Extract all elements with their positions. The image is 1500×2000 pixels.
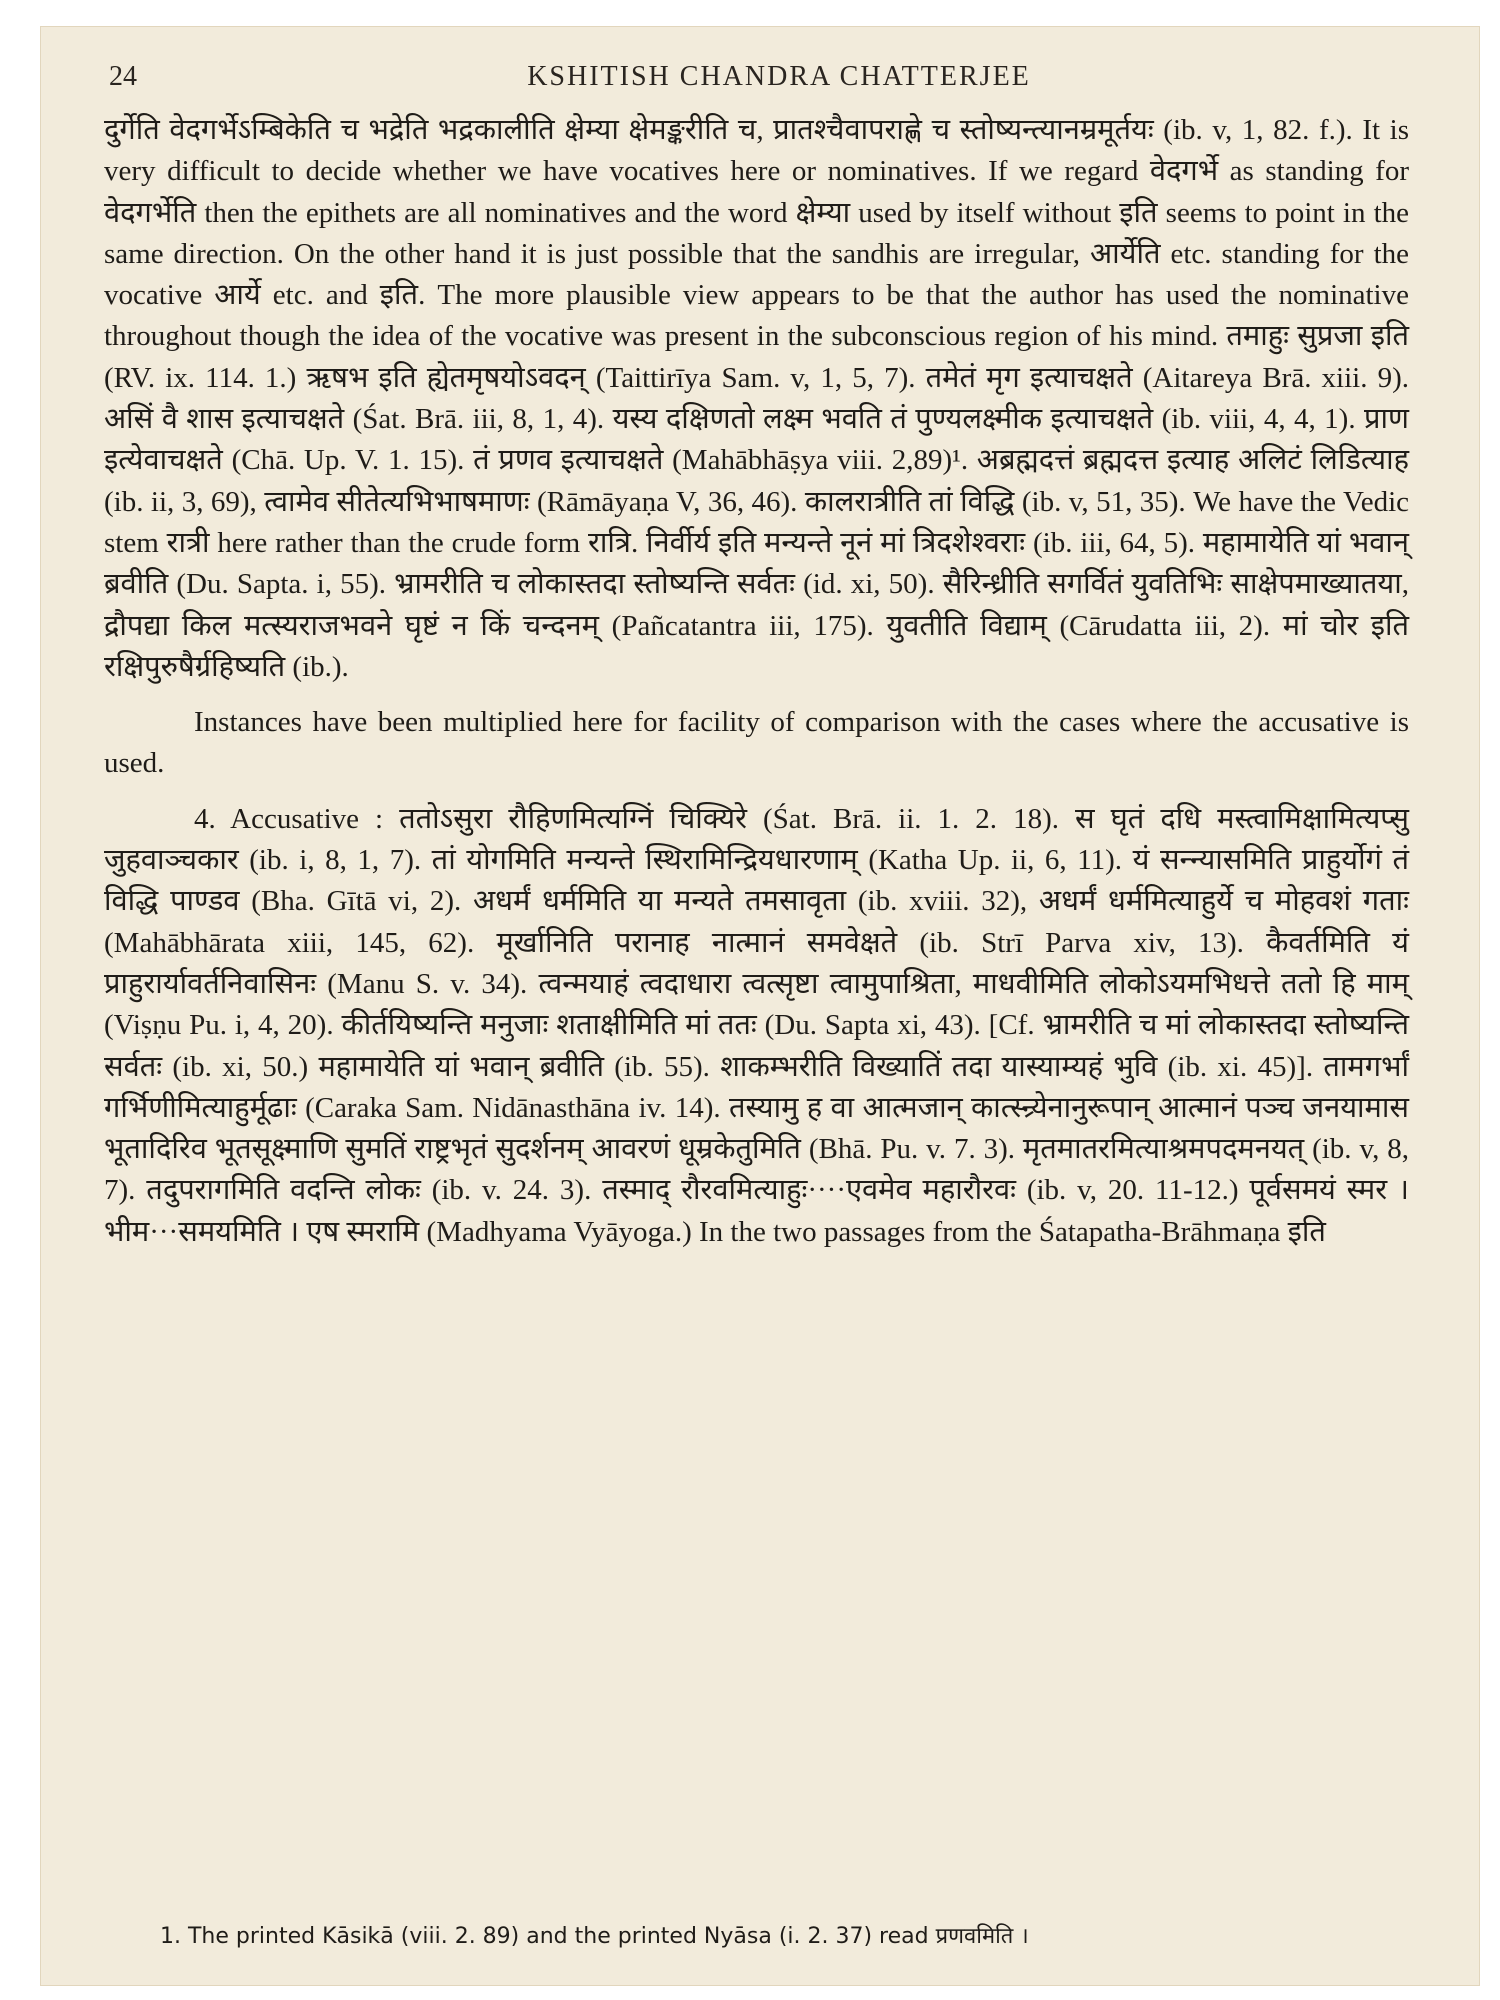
running-head: KSHITISH CHANDRA CHATTERJEE [527, 61, 1031, 92]
footnote: 1. The printed Kāsikā (viii. 2. 89) and the printed Nyāsa (i. 2. 37) read प्रणवमिति । [160, 1924, 1029, 1949]
paragraph-vocatives: दुर्गेति वेदगर्भेऽम्बिकेति च भद्रेति भद्रकालीति क्षेम्या क्षेमङ्करीति च, प्रातश्चैवापराह्णे च स्तोष्यन्त्यानम्रमूर्तयः (ib. v, 1, 82. f.). It is very difficult to decide whether we have vocatives here or nominatives. If we regard वेदगर्भे as standing for वेदगर्भेति then the epithets are all nominatives and the word क्षेम्या used by itself without इति seems to point in the same direction. On the other hand it is just possible that the sandhis are irregular, आर्येति etc. standing for the vocative आर्ये etc. and इति. The more plausible view appears to be that the author has used the nominative throughout though the idea of the vocative was present in the subconscious region of his mind. तमाहुः सुप्रजा इति (RV. ix. 114. 1.) ऋषभ इति ह्येतमृषयोऽवदन् (Taittirīya Sam. v, 1, 5, 7). तमेतं मृग इत्याचक्षते (Aitareya Brā. xiii. 9). असिं वै शास इत्याचक्षते (Śat. Brā. iii, 8, 1, 4). यस्य दक्षिणतो लक्ष्म भवति तं पुण्यलक्ष्मीक इत्याचक्षते (ib. viii, 4, 4, 1). प्राण इत्येवाचक्षते (Chā. Up. V. 1. 15). तं प्रणव इत्याचक्षते (Mahābhāṣya viii. 2,89)¹. अब्रह्मदत्तं ब्रह्मदत्त इत्याह अलिटं लिडित्याह (ib. ii, 3, 69), त्वामेव सीतेत्यभिभाषमाणः (Rāmāyaṇa V, 36, 46). कालरात्रीति तां विद्धि (ib. v, 51, 35). We have the Vedic stem रात्री here rather than the crude form रात्रि. निर्वीर्य इति मन्यन्ते नूनं मां त्रिदशेश्वराः (ib. iii, 64, 5). महामायेति यां भवान् ब्रवीति (Du. Sapta. i, 55). भ्रामरीति च लोकास्तदा स्तोष्यन्ति सर्वतः (id. xi, 50). सैरिन्ध्रीति सगर्वितं युवतिभिः साक्षेपमाख्यातया, द्रौपद्या किल मत्स्यराजभवने घृष्टं न किं चन्दनम् (Pañcatantra iii, 175). युवतीति विद्याम् (Cārudatta iii, 2). मां चोर इति रक्षिपुरुषैर्ग्रहिष्यति (ib.). [104, 114, 1409, 683]
body-text [104, 110, 1409, 1253]
page-number: 24 [109, 61, 137, 92]
paragraph-instances: Instances have been multiplied here for facility of comparison with the cases where the accusative is used. [104, 706, 1409, 780]
paragraph-accusative: 4. Accusative : ततोऽसुरा रौहिणमित्यग्निं चिक्यिरे (Śat. Brā. ii. 1. 2. 18). स घृतं दधि मस्त्वामिक्षामित्यप्सु जुहवाञ्चकार (ib. i, 8, 1, 7). तां योगमिति मन्यन्ते स्थिरामिन्द्रियधारणाम् (Katha Up. ii, 6, 11). यं सन्न्यासमिति प्राहुर्योगं तं विद्धि पाण्डव (Bha. Gītā vi, 2). अधर्मं धर्ममिति या मन्यते तमसावृता (ib. xviii. 32), अधर्मं धर्ममित्याहुर्ये च मोहवशं गताः (Mahābhārata xiii, 145, 62). मूर्खानिति परानाह नात्मानं समवेक्षते (ib. Strī Parva xiv, 13). कैवर्तमिति यं प्राहुरार्यावर्तनिवासिनः (Manu S. v. 34). त्वन्मयाहं त्वदाधारा त्वत्सृष्टा त्वामुपाश्रिता, माधवीमिति लोकोऽयमभिधत्ते ततो हि माम् (Viṣṇu Pu. i, 4, 20). कीर्तयिष्यन्ति मनुजाः शताक्षीमिति मां ततः (Du. Sapta xi, 43). [Cf. भ्रामरीति च मां लोकास्तदा स्तोष्यन्ति सर्वतः (ib. xi, 50.) महामायेति यां भवान् ब्रवीति (ib. 55). शाकम्भरीति विख्यातिं तदा यास्याम्यहं भुवि (ib. xi. 45)]. तामगर्भां गर्भिणीमित्याहुर्मूढाः (Caraka Sam. Nidānasthāna iv. 14). तस्यामु ह वा आत्मजान् कात्स्न्र्येनानुरूपान् आत्मानं पञ्च जनयामास भूतादिरिव भूतसूक्ष्माणि सुमतिं राष्ट्रभृतं सुदर्शनम् आवरणं धूम्रकेतुमिति (Bhā. Pu. v. 7. 3). मृतमातरमित्याश्रमपदमनयत् (ib. v, 8, 7). तदुपरागमिति वदन्ति लोकः (ib. v. 24. 3). तस्माद् रौरवमित्याहुः····एवमेव महारौरवः (ib. v, 20. 11-12.) पूर्वसमयं स्मर । भीम···समयमिति । एष स्मरामि (Madhyama Vyāyoga.) In the two passages from the Śatapatha-Brāhmaṇa इति [104, 802, 1409, 1248]
page-header [109, 61, 1449, 111]
